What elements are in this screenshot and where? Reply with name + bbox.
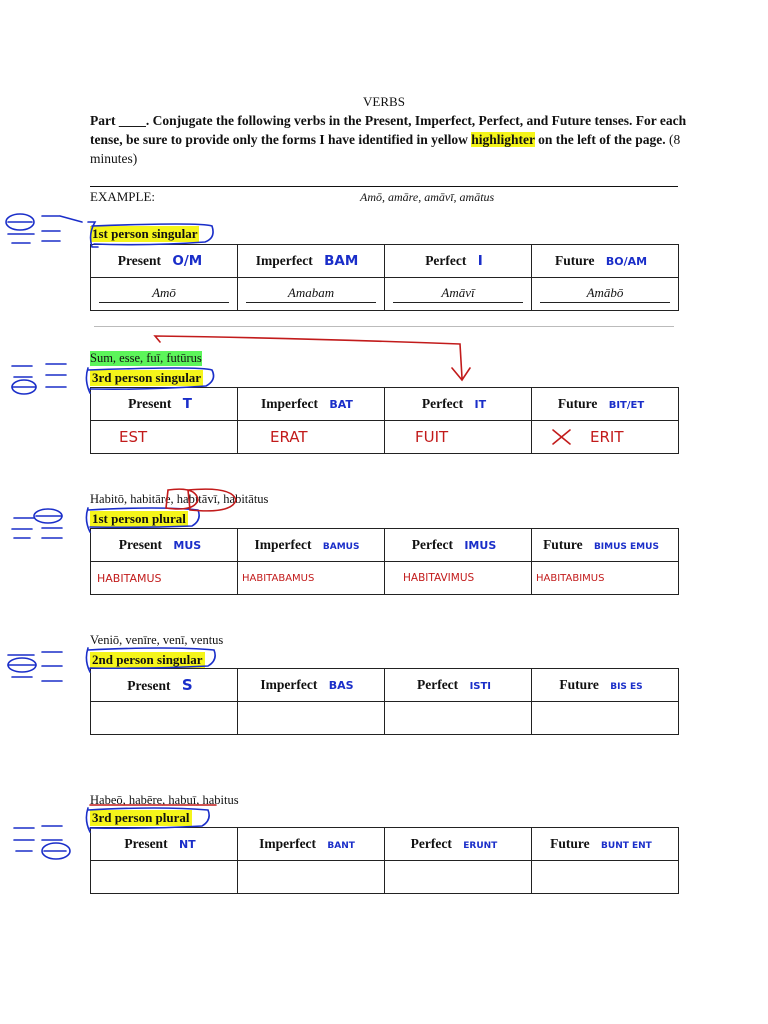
header-imperfect: Imperfect BAM <box>238 245 385 278</box>
selected-dash-mark <box>42 843 70 859</box>
divider <box>94 326 674 327</box>
time-limit: (8 minutes) <box>90 132 681 166</box>
dash-marks <box>8 652 62 681</box>
answer-cell[interactable] <box>91 861 238 894</box>
conjugation-table-5 <box>90 827 679 894</box>
header-present: Present O/M <box>91 245 238 278</box>
dash-marks <box>12 364 66 387</box>
header-present: Present MUS <box>91 529 238 562</box>
dash-marks <box>12 516 62 538</box>
page-title: VERBS <box>363 94 405 109</box>
answer-cell[interactable]: HABITAMUS <box>91 562 238 595</box>
person-tag-2: 3rd person singular <box>92 370 202 385</box>
header-future: Future BUNT ENT <box>532 828 679 861</box>
answer-cell[interactable] <box>532 861 679 894</box>
header-imperfect: Imperfect BANT <box>238 828 385 861</box>
header-future: Future BO/AM <box>532 245 679 278</box>
header-perfect: Perfect IT <box>385 388 532 421</box>
header-imperfect: Imperfect BAS <box>238 669 385 702</box>
instructions <box>90 111 690 168</box>
header-future: Future BIMUS EMUS <box>532 529 679 562</box>
header-perfect: Perfect ISTI <box>385 669 532 702</box>
verb-principal-parts-3: Habitō, habitāre, habitāvī, habitātus <box>90 492 269 506</box>
answer-cell[interactable]: EST <box>91 421 238 454</box>
header-present: Present S <box>91 669 238 702</box>
answer-cell[interactable]: Amābō <box>532 278 679 311</box>
conjugation-table-2 <box>90 387 679 454</box>
answer-cell[interactable] <box>385 861 532 894</box>
example-label: EXAMPLE: <box>90 189 155 204</box>
conjugation-table-1 <box>90 244 679 311</box>
answer-cell[interactable] <box>91 702 238 735</box>
header-present: Present NT <box>91 828 238 861</box>
answer-cell[interactable]: Amō <box>91 278 238 311</box>
header-present: Present T <box>91 388 238 421</box>
answer-cell[interactable] <box>238 861 385 894</box>
header-future: Future BIS ES <box>532 669 679 702</box>
verb-principal-parts-4: Veniō, venīre, venī, ventus <box>90 633 224 647</box>
answer-cell[interactable]: ERIT <box>532 421 679 454</box>
highlight-word: highlighter <box>471 132 535 147</box>
header-perfect: Perfect ERUNT <box>385 828 532 861</box>
example-forms: Amō, amāre, amāvī, amātus <box>360 190 495 204</box>
conjugation-table-3 <box>90 528 679 595</box>
person-tag-5: 3rd person plural <box>92 810 190 825</box>
answer-cell[interactable]: Amāvī <box>385 278 532 311</box>
selected-dash-mark <box>8 658 36 672</box>
header-future: Future BIT/ET <box>532 388 679 421</box>
header-perfect: Perfect IMUS <box>385 529 532 562</box>
conjugation-table-4 <box>90 668 679 735</box>
person-tag-3: 1st person plural <box>92 511 186 526</box>
instructions-suffix: on the left of the page. <box>534 132 666 147</box>
selected-dash-mark <box>34 509 62 523</box>
header-perfect: Perfect I <box>385 245 532 278</box>
answer-cell[interactable]: HABITABAMUS <box>238 562 385 595</box>
answer-cell[interactable] <box>532 702 679 735</box>
header-imperfect: Imperfect BAT <box>238 388 385 421</box>
answer-cell[interactable]: HABITABIMUS <box>532 562 679 595</box>
selected-dash-mark <box>12 380 36 394</box>
dash-marks <box>14 826 66 851</box>
answer-cell[interactable]: ERAT <box>238 421 385 454</box>
instructions-text: Part ____. Conjugate the following verbs in the Present, Imperfect, Perfect, and Future tenses. For each tense, be sure to provide only the forms I have identified in yellow <box>90 113 687 147</box>
answer-cell[interactable]: FUIT <box>385 421 532 454</box>
answer-cell[interactable] <box>238 702 385 735</box>
person-tag-1: 1st person singular <box>92 226 198 241</box>
header-imperfect: Imperfect BAMUS <box>238 529 385 562</box>
person-tag-4: 2nd person singular <box>92 652 203 667</box>
answer-cell[interactable] <box>385 702 532 735</box>
answer-cell[interactable]: HABITAVIMUS <box>385 562 532 595</box>
verb-principal-parts-2: Sum, esse, fuī, futūrus <box>90 351 202 365</box>
dash-marks <box>8 216 82 243</box>
verb-principal-parts-5: Habeō, habēre, habuī, habitus <box>90 793 239 807</box>
top-rule <box>90 186 678 187</box>
selected-dash-mark <box>6 214 34 230</box>
answer-cell[interactable]: Amabam <box>238 278 385 311</box>
